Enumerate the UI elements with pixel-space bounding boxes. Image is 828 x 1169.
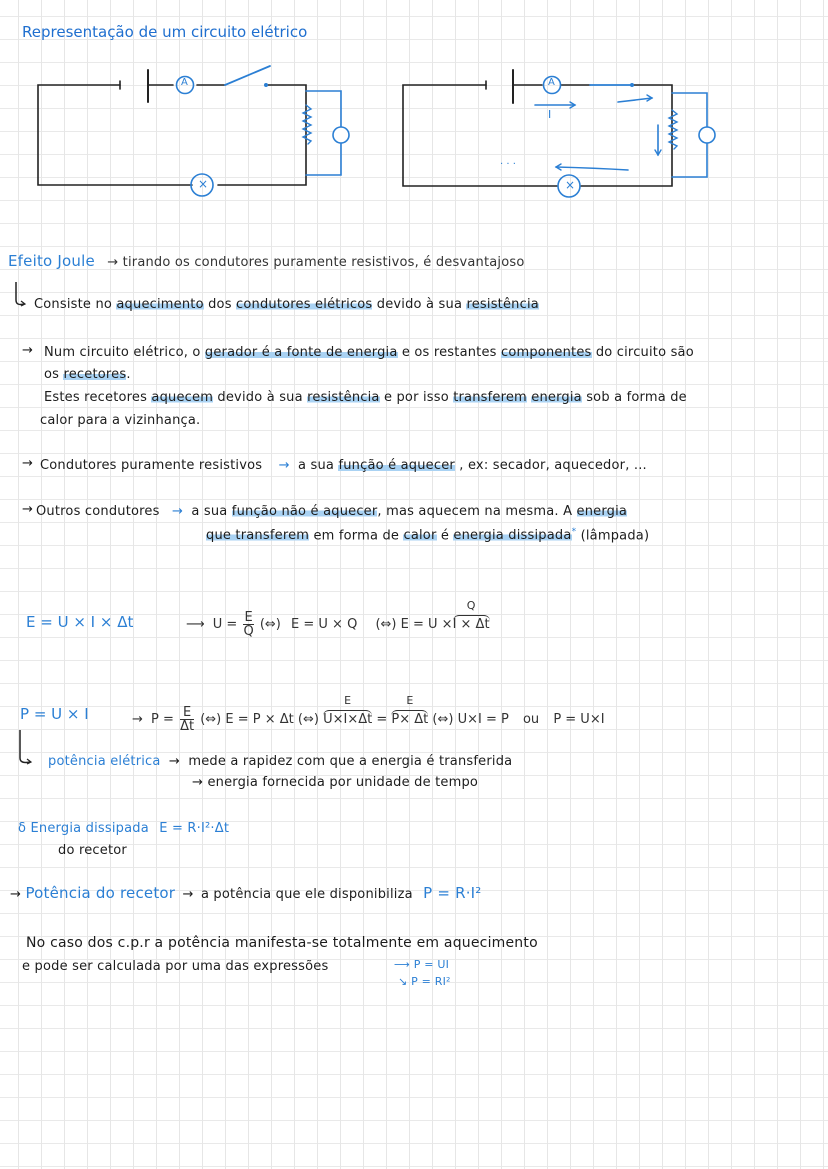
joule-heading: Efeito Joule (8, 252, 95, 270)
page-title: Representação de um circuito elétrico (22, 23, 308, 41)
bullet-arrow-icon: → (22, 456, 34, 471)
brace-label: E (406, 694, 414, 707)
text: devido à sua (372, 297, 467, 312)
lamp-label: × (198, 177, 209, 191)
text: em forma de (309, 528, 404, 544)
text: Outros condutores (36, 504, 160, 519)
text: sob a forma de (581, 390, 687, 405)
dissipated-label: Energia dissipada (30, 821, 149, 836)
cpr-expr-1-line (394, 958, 449, 971)
highlight: energia (531, 390, 582, 405)
highlight: resistência (307, 390, 380, 405)
dissipated-line (18, 821, 229, 836)
equivalence: (⇔) (297, 712, 319, 727)
highlight: energia (576, 504, 628, 519)
text: do circuito são (591, 345, 694, 360)
text: devido à sua (213, 390, 308, 405)
bullet-arrow-icon: → (22, 502, 34, 517)
power-def-2: energia fornecida por unidade de tempo (207, 775, 479, 790)
text: os (44, 367, 64, 382)
energy-derivation (186, 599, 490, 639)
text: E = U × Q (291, 617, 358, 632)
arrow-icon: ⟶ (394, 958, 410, 971)
fraction (180, 706, 194, 733)
hook-arrow-icon (16, 728, 46, 768)
asterisk-mark: * (571, 527, 577, 537)
equivalence: (⇔) (259, 617, 281, 632)
arrow-icon: → (192, 775, 204, 790)
circuit-diagram-open (30, 60, 390, 200)
numerator: E (244, 610, 253, 625)
cpr-line-2: e pode ser calculada por uma das expressões (22, 959, 329, 974)
text: Condutores puramente resistivos (40, 458, 263, 473)
text: , mas aquecem na mesma. A (377, 504, 577, 519)
bullet2 (40, 458, 647, 473)
arrow-icon: → (182, 887, 194, 902)
text: a sua (293, 458, 339, 473)
ammeter-label: A (181, 77, 188, 88)
arrow-icon: ↘ (398, 975, 408, 988)
highlight: resistência (466, 297, 539, 312)
continuation-dots: · · · (500, 159, 516, 170)
dissipated-formula: E = R·I²·Δt (159, 821, 230, 836)
text: = (376, 712, 388, 727)
bullet3-line2 (206, 527, 649, 543)
bullet1-line1 (44, 345, 694, 360)
equivalence: (⇔) (200, 712, 222, 727)
denominator: Δt (180, 719, 195, 734)
text: P = (151, 712, 174, 727)
joule-heading-line (8, 252, 525, 270)
brace-label: E (344, 694, 352, 707)
text: (lâmpada) (576, 528, 650, 544)
current-label: I (548, 108, 552, 121)
power-label-line (48, 754, 512, 769)
ammeter-label-2: A (548, 77, 555, 88)
hook-arrow-icon (12, 280, 32, 310)
highlight: função não é aquecer (231, 504, 378, 519)
highlight: gerador é a fonte de energia (204, 345, 398, 360)
cpr-expr-1: P = UI (413, 958, 450, 971)
power-equation: P = U × I (20, 705, 89, 723)
circuit-diagram-closed (400, 60, 760, 200)
denominator: Q (243, 624, 254, 639)
arrow-icon: → (278, 458, 290, 473)
text: U = (212, 617, 238, 632)
text: ou (522, 712, 540, 727)
power-def-1: mede a rapidez com que a energia é transferida (188, 754, 513, 769)
bullet1-line3 (44, 390, 687, 405)
power-def-2-line (192, 775, 478, 790)
text: a sua (187, 504, 232, 519)
arrow-icon: → (132, 712, 143, 727)
highlight: aquecem (151, 390, 214, 405)
power-derivation (132, 694, 605, 734)
equivalence: (⇔) (432, 712, 454, 727)
text: E = U × (400, 617, 453, 632)
receiver-power-text: a potência que ele disponibiliza (200, 887, 413, 902)
cpr-expr-2: P = RI² (411, 975, 451, 988)
equivalence: (⇔) (375, 617, 397, 632)
dissipated-label-2: do recetor (58, 843, 127, 858)
text: é (436, 528, 454, 544)
text: E = P × Δt (225, 712, 294, 727)
text: e os restantes (397, 345, 501, 360)
power-label: potência elétrica (48, 754, 161, 769)
lamp-label-2: × (565, 178, 576, 192)
text: dos (203, 297, 237, 312)
text: P× Δt (391, 712, 429, 727)
receiver-power-label: Potência do recetor (25, 884, 176, 902)
highlight: condutores elétricos (236, 297, 373, 312)
fraction (243, 611, 253, 638)
bullet1-line4: calor para a vizinhança. (40, 413, 201, 428)
highlight: que transferem (206, 528, 310, 544)
highlight: aquecimento (116, 297, 204, 312)
bullet3-line1 (36, 504, 627, 519)
text: Num circuito elétrico, o (44, 345, 205, 360)
highlight: função é aquecer (338, 458, 455, 473)
text: Estes recetores (44, 390, 152, 405)
overbrace (452, 599, 490, 632)
joule-definition (34, 297, 539, 312)
receiver-power-line (10, 884, 482, 902)
arrow-icon: → (10, 887, 22, 902)
highlight: componentes (500, 345, 592, 360)
energy-equation: E = U × I × Δt (26, 613, 134, 631)
cpr-expr-2-line (398, 975, 451, 988)
delta-icon: δ (18, 821, 27, 836)
highlight: recetores (63, 367, 127, 382)
arrow-icon: → (171, 504, 184, 519)
bullet-arrow-icon: → (22, 343, 34, 358)
brace-label: Q (466, 599, 476, 612)
overbrace (323, 694, 373, 727)
text: , ex: secador, aquecedor, ... (454, 458, 647, 473)
text: e por isso (379, 390, 454, 405)
cpr-line-1: No caso dos c.p.r a potência manifesta-se totalmente em aquecimento (26, 935, 538, 951)
text: U×I×Δt (323, 712, 373, 727)
highlight: calor (403, 528, 437, 544)
highlight: transferem (453, 390, 527, 405)
arrow-icon: → (168, 754, 181, 769)
highlight: energia dissipada (453, 528, 572, 544)
joule-heading-note: → tirando os condutores puramente resistivos, é desvantajoso (107, 255, 525, 270)
numerator: E (180, 706, 194, 720)
receiver-power-formula: P = R·I² (423, 884, 482, 902)
overbrace (391, 694, 429, 727)
text: I × Δt (452, 617, 490, 632)
text: . (126, 367, 131, 382)
arrow-icon: ⟶ (186, 617, 205, 632)
bullet1-line2 (44, 367, 131, 382)
text: P = U×I (553, 712, 605, 727)
text: U×I = P (457, 712, 509, 727)
text: Consiste no (34, 297, 117, 312)
